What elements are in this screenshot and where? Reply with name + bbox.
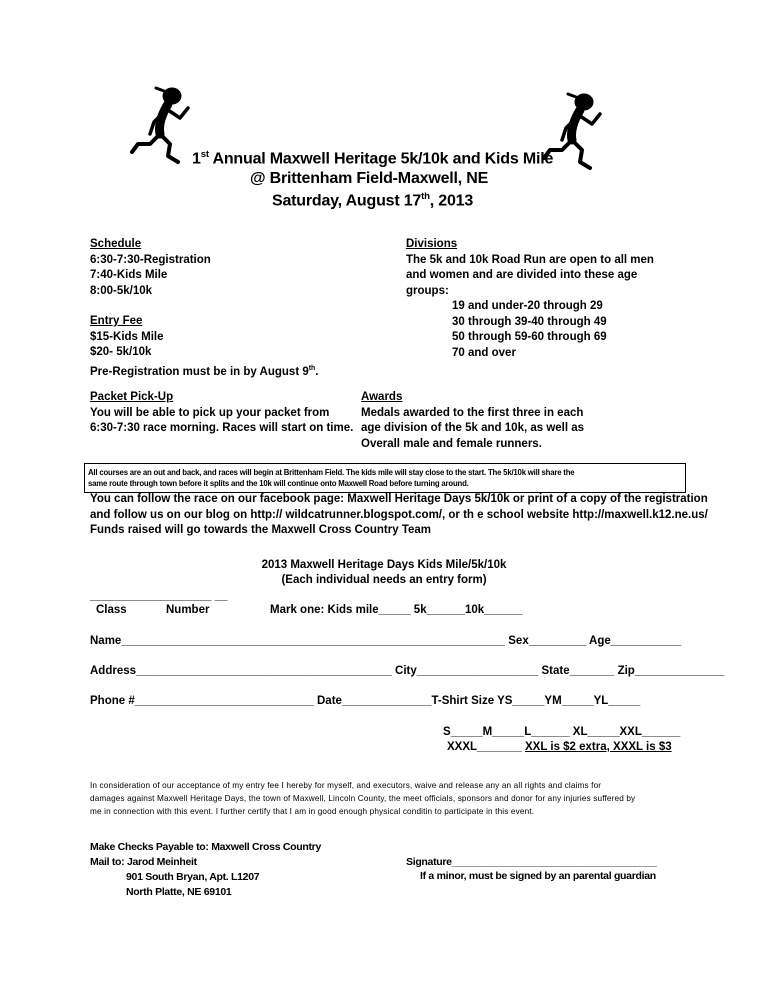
entry-fee-heading: Entry Fee [90, 315, 143, 327]
waiver-text [90, 779, 635, 818]
course-notice [88, 467, 574, 489]
age-group: 30 through 39-40 through 49 [452, 315, 607, 328]
waiver-line: me in connection with this event. I further certify that I am in good enough physical conditin to participate in this event. [90, 807, 535, 816]
event-title: 1st Annual Maxwell Heritage 5k/10k and Kids Mile [192, 149, 554, 168]
course-notice-line: same route through town before it splits and the 10k will continue onto Maxwell Road before turning around. [88, 479, 469, 488]
shirt-size-fields-extra[interactable]: XXXL_______ XXL is $2 extra, XXXL is $3 [447, 741, 672, 753]
packet-pickup-line: 6:30-7:30 race morning. Races will start on time. [90, 422, 354, 434]
event-location: @ Brittenham Field-Maxwell, NE [250, 170, 489, 187]
waiver-line: In consideration of our acceptance of my entry fee I hereby for myself, and executors, waive and release any an all rights and claims for [90, 781, 602, 790]
awards-line: Overall male and female runners. [361, 437, 542, 450]
schedule-heading: Schedule [90, 238, 142, 250]
age-group: 50 through 59-60 through 69 [452, 331, 607, 343]
awards-section [361, 390, 584, 452]
divisions-line: and women and are divided into these age [406, 269, 638, 281]
entry-fee-line: $20- 5k/10k [90, 346, 152, 358]
divisions-section [406, 237, 654, 361]
schedule-section [90, 237, 211, 299]
schedule-line: 8:00-5k/10k [90, 284, 153, 297]
shirt-size-fields[interactable]: S_____M_____L______ XL_____XXL______ [443, 726, 681, 738]
checks-payable: Make Checks Payable to: Maxwell Cross Country [90, 841, 321, 853]
awards-line: Medals awarded to the first three in each [361, 406, 584, 419]
waiver-line: damages against Maxwell Heritage Days, the town of Maxwell, Lincoln County, the meet officials, sponsors and donor for any injuries suffered by [90, 794, 636, 803]
entry-fee-line: $15-Kids Mile [90, 330, 164, 343]
mailing-info [90, 840, 321, 900]
class-label: Class [96, 604, 127, 616]
divisions-heading: Divisions [406, 238, 458, 250]
name-sex-age-fields[interactable]: Name____________________________________________________________ Sex_________ Age___________ [90, 635, 682, 647]
signature-note: If a minor, must be signed by an parental guardian [420, 870, 656, 882]
divisions-line: The 5k and 10k Road Run are open to all men [406, 253, 654, 266]
number-label: Number [166, 604, 210, 616]
form-title: 2013 Maxwell Heritage Days Kids Mile/5k/10k [261, 559, 507, 571]
race-choice-field[interactable]: Mark one: Kids mile_____ 5k______10k______ [270, 604, 523, 616]
phone-date-shirt-fields[interactable]: Phone #____________________________ Date______________T-Shirt Size YS_____YM_____YL_____ [90, 695, 641, 707]
awards-line: age division of the 5k and 10k, as well as [361, 422, 585, 434]
mail-address-line: 901 South Bryan, Apt. L1207 [126, 871, 260, 883]
follow-line: and follow us on our blog on http:// wildcatrunner.blogspot.com/, or th e school website http://maxwell.k12.ne.us/ [90, 508, 708, 521]
form-subtitle: (Each individual needs an entry form) [281, 574, 487, 586]
age-group: 19 and under-20 through 29 [452, 300, 603, 312]
packet-pickup-section [90, 390, 353, 437]
follow-section [90, 492, 708, 539]
age-group: 70 and over [452, 346, 516, 359]
class-number-line: ___________________ __ [90, 590, 228, 602]
entry-fee-section [90, 314, 318, 380]
mail-address-line: North Platte, NE 69101 [126, 886, 232, 898]
packet-pickup-heading: Packet Pick-Up [90, 391, 174, 403]
divisions-line: groups: [406, 284, 449, 297]
packet-pickup-line: You will be able to pick up your packet from [90, 406, 330, 419]
schedule-line: 7:40-Kids Mile [90, 269, 168, 281]
awards-heading: Awards [361, 391, 403, 403]
follow-line: You can follow the race on our facebook page: Maxwell Heritage Days 5k/10k or print of a copy of the registration [90, 493, 708, 505]
follow-line: Funds raised will go towards the Maxwell Cross Country Team [90, 524, 432, 536]
course-notice-line: All courses are an out and back, and races will begin at Brittenham Field. The kids mile will stay close to the start. The 5k/10k will share the [88, 468, 575, 477]
event-date: Saturday, August 17th, 2013 [272, 191, 474, 210]
schedule-line: 6:30-7:30-Registration [90, 253, 211, 266]
runner-icon-left [128, 82, 198, 166]
address-fields[interactable]: Address________________________________________ City___________________ State_______ Zip______________ [90, 665, 725, 677]
signature-field[interactable]: Signature_____________________________________ [406, 856, 657, 868]
preregistration-deadline: Pre-Registration must be in by August 9th. [90, 364, 319, 378]
mail-to: Mail to: Jarod Meinheit [90, 856, 197, 868]
shirt-size-price-note: XXL is $2 extra, XXXL is $3 [525, 741, 672, 753]
